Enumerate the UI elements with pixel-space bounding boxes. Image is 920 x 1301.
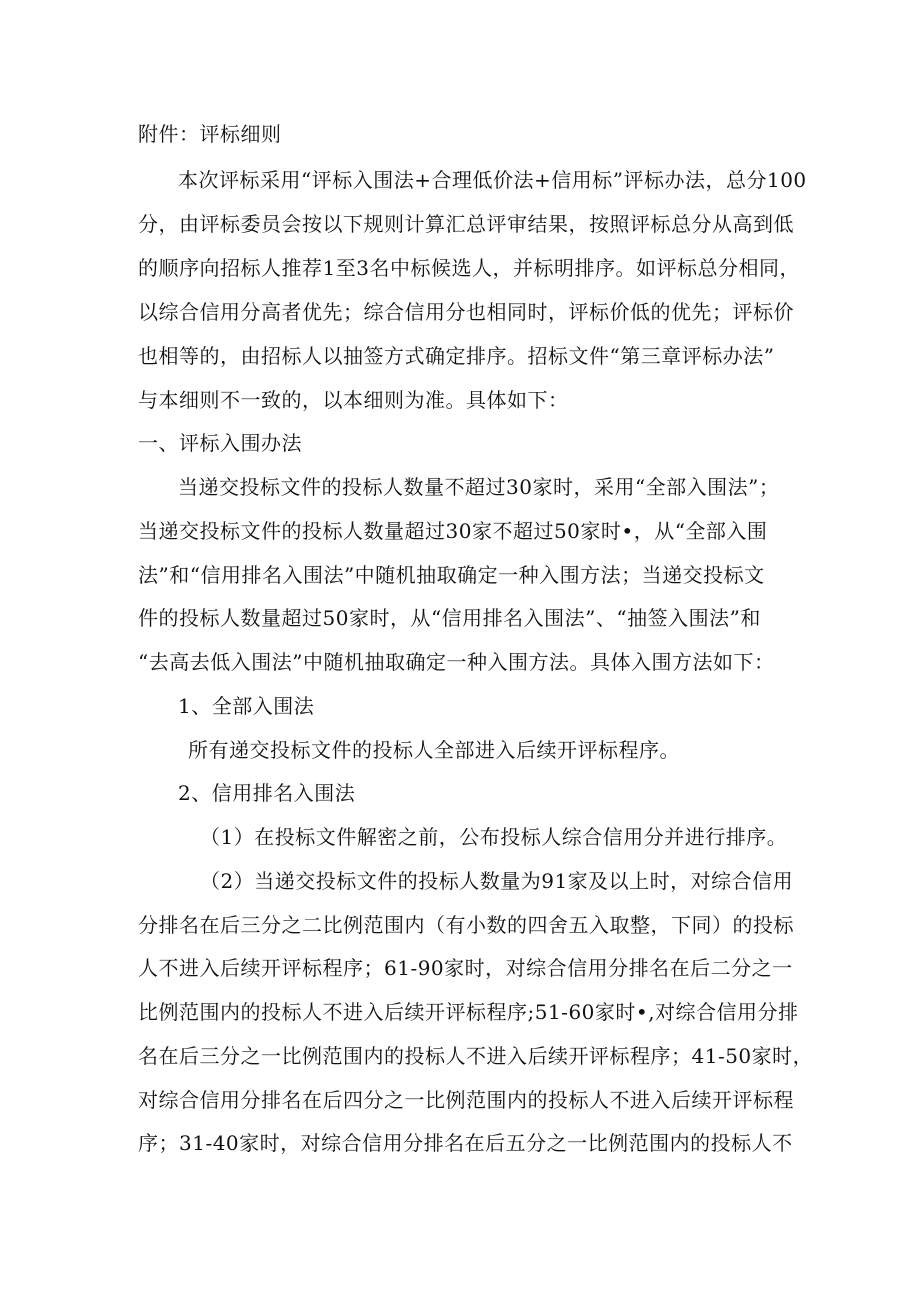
list-item-line: （2）当递交投标文件的投标人数量为91家及以上时，对综合信用 — [200, 869, 794, 893]
paragraph-line: 件的投标人数量超过50家时，从“信用排名入围法”、“抽签入围法”和 — [138, 606, 761, 630]
paragraph-line: “去高去低入围法”中随机抽取确定一种入围方法。具体入围方法如下： — [138, 650, 775, 674]
paragraph-line: 分，由评标委员会按以下规则计算汇总评审结果，按照评标总分从高到低 — [138, 212, 794, 236]
paragraph-line: 也相等的，由招标人以抽签方式确定排序。招标文件“第三章评标办法” — [138, 344, 775, 368]
paragraph-line: 比例范围内的投标人不进入后续开评标程序;51-60家时•,对综合信用分排 — [138, 1000, 799, 1024]
subsection-heading: 2、信用排名入围法 — [178, 781, 356, 805]
list-item-line: （1）在投标文件解密之前，公布投标人综合信用分并进行排序。 — [200, 825, 788, 849]
paragraph-line: 人不进入后续开评标程序；61-90家时，对综合信用分排名在后二分之一 — [138, 956, 793, 980]
paragraph-line: 的顺序向招标人推荐1至3名中标候选人，并标明排序。如评标总分相同， — [138, 256, 800, 280]
paragraph-line: 与本细则不一致的，以本细则为准。具体如下： — [138, 388, 569, 412]
paragraph-line: 对综合信用分排名在后四分之一比例范围内的投标人不进入后续开评标程 — [138, 1088, 794, 1112]
paragraph-line: 当递交投标文件的投标人数量不超过30家时，采用“全部入围法”； — [178, 475, 780, 499]
paragraph-line: 法”和“信用排名入围法”中随机抽取确定一种入围方法；当递交投标文 — [138, 563, 765, 587]
paragraph-line: 名在后三分之一比例范围内的投标人不进入后续开评标程序；41-50家时， — [138, 1044, 814, 1068]
paragraph-line: 所有递交投标文件的投标人全部进入后续开评标程序。 — [188, 738, 680, 762]
paragraph-line: 序；31-40家时，对综合信用分排名在后五分之一比例范围内的投标人不 — [138, 1131, 793, 1155]
paragraph-line: 分排名在后三分之二比例范围内（有小数的四舍五入取整，下同）的投标 — [138, 913, 794, 937]
paragraph-line: 本次评标采用“评标入围法+合理低价法+信用标”评标办法，总分100 — [178, 168, 807, 192]
section-heading: 一、评标入围办法 — [138, 431, 302, 455]
paragraph-line: 以综合信用分高者优先；综合信用分也相同时，评标价低的优先；评标价 — [138, 300, 794, 324]
attachment-title: 附件：评标细则 — [138, 122, 282, 146]
subsection-heading: 1、全部入围法 — [178, 694, 315, 718]
paragraph-line: 当递交投标文件的投标人数量超过30家不超过50家时•，从“全部入围 — [138, 519, 768, 543]
